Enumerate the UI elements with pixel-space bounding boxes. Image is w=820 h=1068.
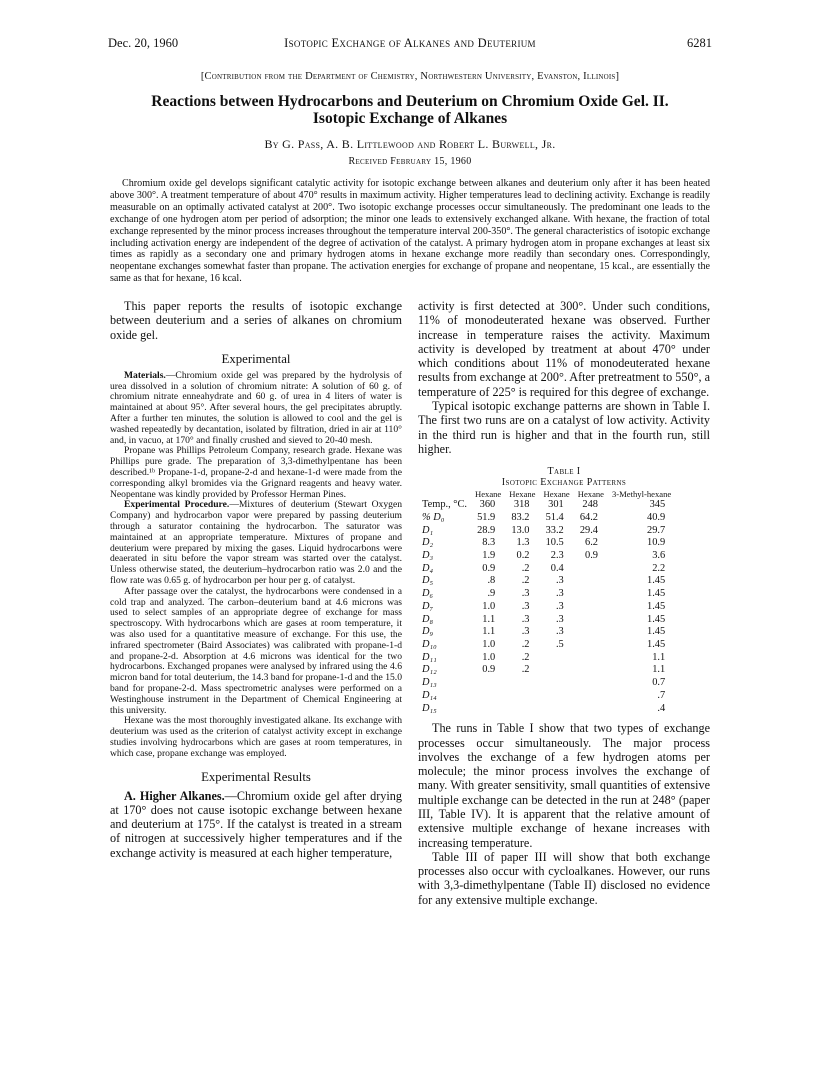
- patterns-paragraph: Typical isotopic exchange patterns are shown in Table I. The first two runs are on a catalyst of low activity. Activity in the third run is higher and that in the fourth run, still higher.: [418, 399, 710, 456]
- table-cell: 1.45: [647, 600, 666, 612]
- table-cell: 0.2: [516, 550, 530, 562]
- table-cell: 2.3: [550, 550, 564, 562]
- table-cell: 1.1: [482, 626, 496, 638]
- table-row: [420, 575, 675, 588]
- procedure-label: Experimental Procedure.: [124, 499, 230, 511]
- running-header: [108, 36, 712, 54]
- materials-paragraph: [110, 371, 402, 447]
- table-header-cell: Hexane: [577, 489, 604, 500]
- header-page-number: 6281: [687, 36, 712, 50]
- table-row-label: D₃: [422, 550, 434, 562]
- table-cell: .3: [555, 600, 564, 612]
- table-cell: .2: [521, 664, 530, 676]
- table-cell: [505, 703, 539, 716]
- table-cell: 51.4: [545, 511, 564, 523]
- table-cell: 1.45: [647, 613, 666, 625]
- table-cell: 0.4: [550, 562, 564, 574]
- table-cell: 10.5: [545, 537, 564, 549]
- table-cell: [574, 703, 608, 716]
- table-row-label: D₂: [422, 537, 434, 549]
- table-cell: .2: [521, 575, 530, 587]
- table-cell: [574, 614, 608, 627]
- table-cell: 8.3: [482, 537, 496, 549]
- procedure-text: —Mixtures of deuterium (Stewart Oxygen Company) and hydrocarbon vapor were prepared by passing deuterium through a saturator containing the hydrocarbon. The saturator was maintained at an appropriate temperature. Mixtures of propane and deuterium were prepared by mixing the gases. Liquid hydrocarbons were deaerated in situ before the vapor stream was started over the catalyst. Unless otherwise stated, the deuterium–hydrocarbon ratio was 2.0 and the flow rate was 0.65 g. of hydrocarbon per hour per g. of catalyst.: [110, 499, 403, 587]
- table-row: [420, 588, 675, 601]
- table-cell: .3: [521, 588, 530, 600]
- results-heading: Experimental Results: [201, 769, 311, 784]
- table-cell: 1.1: [652, 651, 666, 663]
- table-cell: 1.1: [652, 664, 666, 676]
- table-cell: [540, 703, 574, 716]
- table-cell: 6.2: [585, 537, 598, 549]
- table-cell: 1.0: [482, 639, 496, 650]
- table-row: [420, 677, 675, 690]
- table-cell: 13.0: [511, 524, 530, 536]
- table-cell: .3: [521, 613, 530, 625]
- table-row-label: % D₀: [422, 511, 445, 523]
- table-cell: [540, 690, 574, 703]
- runs-paragraph: The runs in Table I show that two types of exchange processes occur simultaneously. The major process involves the exchange of a few hydrogen atoms per molecule; the minor process involves the exchange of many. With greater sensitivity, small quantities of extensive multiple exchange can be detected in the run at 248° (paper III, Table IV). It is apparent that the relative amount of extensive multiple exchange of hexane increases with increasing temperature.: [418, 721, 710, 850]
- exchange-patterns-table: [420, 490, 675, 715]
- results-label: A. Higher Alkanes.: [124, 788, 225, 803]
- table-cell: .2: [521, 651, 530, 663]
- table-row: [420, 690, 675, 703]
- table-cell: 51.9: [477, 511, 496, 523]
- table-header-cell: Hexane: [543, 489, 570, 500]
- table-cell: 1.0: [482, 651, 496, 663]
- table-row: [420, 512, 675, 525]
- table-cell: 0.7: [652, 677, 666, 689]
- results-text: —Chromium oxide gel after drying at 170° does not cause isotopic exchange between hexane and deuterium at 175°. If the catalyst is treated in a stream of nitrogen at successively higher temperatures and if the exchange activity is measured at each higher temperature,: [110, 788, 402, 860]
- table-cell: [505, 690, 539, 703]
- table-cell: 10.9: [647, 537, 666, 549]
- table-cell: [574, 601, 608, 614]
- table-cell: [471, 690, 505, 703]
- table-row-label: D₅: [422, 575, 434, 587]
- contribution-line: [Contribution from the Department of Chemistry, Northwestern University, Evanston, Illinois]: [200, 71, 620, 82]
- table-cell: 345: [649, 499, 666, 511]
- table-cell: 0.9: [482, 562, 496, 574]
- table-row-label: D₇: [422, 600, 434, 612]
- table-row: [420, 614, 675, 627]
- table-row: [420, 563, 675, 576]
- table-cell: 1.45: [647, 575, 666, 587]
- table-row-label: D₁₂: [422, 664, 437, 676]
- table-title: Isotopic Exchange Patterns: [501, 477, 627, 489]
- table-cell: .3: [555, 626, 564, 638]
- table-row: [420, 525, 675, 538]
- table-cell: .9: [487, 588, 496, 600]
- table-row-label: D₁₀: [422, 639, 437, 650]
- table-cell: [574, 664, 608, 677]
- table-cell: .3: [555, 575, 564, 587]
- table-header-cell: 3-Methyl-hexane: [612, 489, 672, 500]
- table-cell: [574, 588, 608, 601]
- table-cell: [574, 563, 608, 576]
- table-cell: 301: [548, 499, 564, 511]
- table-row-label: D₆: [422, 588, 434, 600]
- table-cell: [540, 664, 574, 677]
- table-cell: 33.2: [545, 524, 564, 536]
- table-cell: [574, 639, 608, 652]
- table-cell: 1.45: [647, 639, 666, 650]
- table-cell: .7: [657, 689, 666, 701]
- table-row: [420, 499, 675, 512]
- table-header-blank: [420, 490, 471, 499]
- table-cell: [574, 677, 608, 690]
- table-row: [420, 652, 675, 665]
- table-cell: [505, 677, 539, 690]
- table-row: [420, 664, 675, 677]
- table-cell: .4: [657, 702, 666, 714]
- header-running-title: Isotopic Exchange of Alkanes and Deuterium: [284, 36, 536, 50]
- propane-paragraph: Propane was Phillips Petroleum Company, research grade. Hexane was Phillips pure grade. The preparation of 3,3-dimethylpentane has been described.¹ᵇ Propane-1-d, propane-2-d and hexane-1-d were made from the corresponding alkyl bromides via the Grignard reagents and heavy water. Neopentane was kindly provided by Professor Herman Pines.: [110, 445, 402, 500]
- table-number: Table I: [547, 466, 581, 478]
- activity-paragraph: activity is first detected at 300°. Under such conditions, 11% of monodeuterated hexane was observed. Further increase in temperature raises the activity. Maximum activity is developed by treatment at about 470° under which conditions about 11% of monodeuterated hexane results from exchange at 200°. After pretreatment to 550°, a temperature of 225° is required for this degree of exchange.: [418, 299, 710, 399]
- table-cell: .2: [521, 639, 530, 650]
- table-row: [420, 601, 675, 614]
- table-row: [420, 639, 675, 652]
- table-row-label: Temp., °C.: [422, 499, 467, 511]
- table-cell: 40.9: [647, 511, 666, 523]
- procedure-paragraph: [110, 500, 402, 586]
- table-cell: 1.45: [647, 588, 666, 600]
- results-paragraph: [110, 789, 402, 860]
- table-row: [420, 626, 675, 639]
- table-cell: [471, 677, 505, 690]
- title-line-1: Reactions between Hydrocarbons and Deuterium on Chromium Oxide Gel. II.: [151, 93, 669, 110]
- table-cell: [574, 575, 608, 588]
- table-cell: 360: [479, 499, 496, 511]
- table-cell: [540, 677, 574, 690]
- table-cell: 0.9: [585, 550, 598, 562]
- table-cell: .3: [521, 626, 530, 638]
- table-cell: 1.45: [647, 626, 666, 638]
- table-cell: 1.0: [482, 600, 496, 612]
- received-date: Received February 15, 1960: [348, 156, 472, 167]
- table-cell: 29.7: [647, 524, 666, 536]
- passage-paragraph: After passage over the catalyst, the hydrocarbons were condensed in a cold trap and analyzed. The carbon–deuterium band at 4.6 microns was used to select samples of an appropriate degree of exchange for mass spectroscopy. With hydrocarbons which are gases at room temperature, it was also used for a quantitative measure of exchange. For this use, the infrared spectrometer (Baird Associates) was calibrated with propane-1-d and propane-2-d. Absorption at 4.6 microns was identical for the two hydrocarbons. Exchanged propanes were analysed by infrared using the 4.6 micron band for total deuterium, the 14.3 band for propane-1-d and the 15.0 band for propane-2-d. Mass spectrometric analyses were performed on a Westinghouse instrument in the Department of Chemical Engineering at this university.: [110, 585, 402, 716]
- table-row-label: D₈: [422, 613, 434, 625]
- table-cell: 3.6: [652, 550, 666, 562]
- materials-label: Materials.: [124, 369, 166, 381]
- table-row: [420, 703, 675, 716]
- table-row: [420, 537, 675, 550]
- table-cell: .5: [555, 639, 564, 650]
- table-cell: 83.2: [511, 511, 530, 523]
- table-cell: .3: [555, 613, 564, 625]
- table-cell: 1.9: [482, 550, 496, 562]
- table-header-row: [420, 490, 675, 499]
- table-cell: 1.1: [482, 613, 496, 625]
- table-cell: .3: [555, 588, 564, 600]
- table-cell: 318: [513, 499, 530, 511]
- table-cell: 29.4: [579, 524, 598, 536]
- hexane-paragraph: Hexane was the most thoroughly investigated alkane. Its exchange with deuterium was used as the criterion of catalyst activity except in exchange studies involving hydrocarbons which are gases at room temperatures, in which case, propane exchange was employed.: [110, 715, 402, 759]
- table-row-label: D₁₁: [422, 651, 437, 663]
- table-cell: 1.3: [516, 537, 530, 549]
- table-cell: 2.2: [652, 562, 666, 574]
- cycloalkanes-paragraph: Table III of paper III will show that both exchange processes also occur with cycloalkanes. However, our runs with 3,3-dimethylpentane (Table II) disclosed no evidence for any extensive multiple exchange.: [418, 849, 710, 907]
- table-cell: [540, 652, 574, 665]
- table-cell: .8: [487, 575, 496, 587]
- table-cell: 248: [582, 499, 598, 511]
- table-cell: [574, 690, 608, 703]
- table-row: [420, 550, 675, 563]
- author-line: By G. Pass, A. B. Littlewood and Robert L. Burwell, Jr.: [264, 137, 556, 151]
- table-row-label: D₁₃: [422, 677, 437, 689]
- header-date: Dec. 20, 1960: [108, 36, 179, 50]
- table-header-cell: Hexane: [475, 489, 502, 500]
- left-column: [110, 299, 402, 860]
- title-line-2: Isotopic Exchange of Alkanes: [312, 110, 508, 127]
- intro-paragraph: This paper reports the results of isotopic exchange between deuterium and a series of alkanes on chromium oxide gel.: [110, 299, 402, 342]
- article-title: [108, 93, 712, 127]
- experimental-heading: Experimental: [221, 351, 291, 366]
- table-cell: .3: [521, 600, 530, 612]
- table-body: [420, 499, 675, 715]
- table-cell: 0.9: [482, 664, 496, 676]
- table-cell: 64.2: [579, 511, 598, 523]
- abstract: Chromium oxide gel develops significant catalytic activity for isotopic exchange between alkanes and deuterium only after it has been heated above 300°. A treatment temperature of about 470° results in maximum activity. Higher temperatures lead to declining activity. Exchange is readily measurable on an optimally activated catalyst at 200°. Two isotopic exchange processes occur simultaneously. The predominant one leads to the exchange of one hydrogen atom per period of adsorption; the minor one leads to extensively exchanged alkane. With hexane, the fraction of total exchange represented by the minor process increases throughout the temperature interval 200-350°. The general characteristics of isotopic exchange including activation energy are independent of the degree of activation of the catalyst. A primary hydrogen atom in propane exchanges at least six times as rapidly as a secondary one and primary hydrogen atoms in hexane exchange more readily than secondary ones. Correspondingly, neopentane exchanges somewhat faster than propane. The activation energies for exchange of propane and neopentane, 15 kcal., are essentially the same as that for hexane, 16 kcal.: [110, 178, 710, 285]
- table-row-label: D₉: [422, 626, 434, 638]
- materials-text: —Chromium oxide gel was prepared by the hydrolysis of urea dissolved in a solution of chromium nitrate: A solution of 60 g. of chromium nitrate enneahydrate and 60 g. of urea in 4 liters of water is maintained at about 95°. After several hours, the gel precipitates abruptly. After a further ten minutes, the solution is allowed to cool and the gel is washed repeatedly by decantation, isolated by filtration, dried in air at 110° and, in vacuo, at 170° and finally crushed and sieved to 20-40 mesh.: [110, 369, 402, 446]
- table-row-label: D₁: [422, 524, 434, 536]
- table-row-label: D₁₄: [422, 689, 437, 701]
- table-cell: [574, 626, 608, 639]
- right-column: [418, 299, 710, 907]
- table-cell: .2: [521, 562, 530, 574]
- table-header-cell: Hexane: [509, 489, 536, 500]
- table-cell: [471, 703, 505, 716]
- table-row-label: D₁₅: [422, 702, 437, 714]
- table-cell: 28.9: [477, 524, 496, 536]
- table-row-label: D₄: [422, 562, 434, 574]
- table-cell: [574, 652, 608, 665]
